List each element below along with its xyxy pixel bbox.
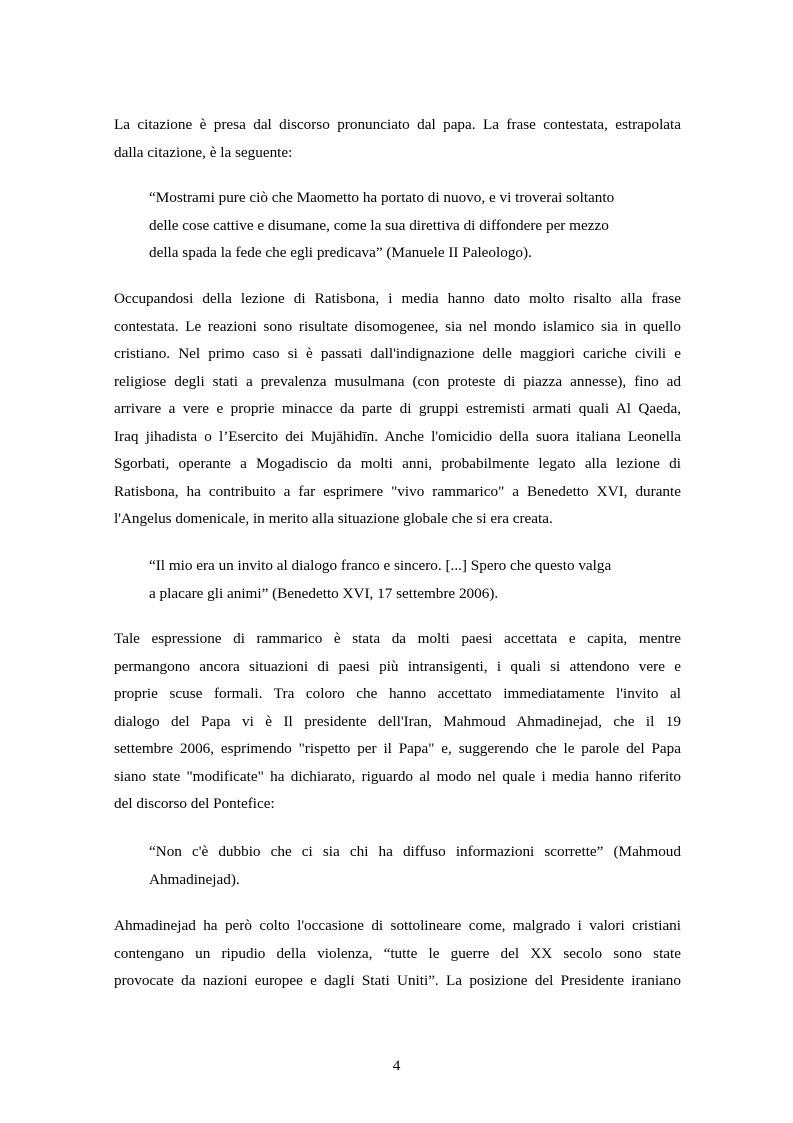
text-line: cristiano. Nel primo caso si è passati dall'indignazione delle maggiori cariche civili e	[114, 345, 681, 362]
text-line: Ratisbona, ha contribuito a far esprimere "vivo rammarico" a Benedetto XVI, durante	[114, 482, 681, 500]
text-line: Ahmadinejad).	[149, 870, 240, 888]
page-number: 4	[392, 1057, 401, 1074]
text-line: permangono ancora situazioni di paesi più intransigenti, i quali si attendono vere e	[114, 657, 681, 675]
block-quote	[149, 552, 681, 607]
text-line: Ahmadinejad ha però colto l'occasione di sottolineare come, malgrado i valori cristiani	[114, 917, 681, 934]
text-line: l'Angelus domenicale, in merito alla situazione globale che si era creata.	[114, 510, 553, 527]
text-line: religiose degli stati a prevalenza musulmana (con proteste di piazza annesse), fino ad	[114, 372, 681, 390]
text-line: Iraq jihadista o l’Esercito dei Mujāhidīn. Anche l'omicidio della suora italiana Leonella	[114, 427, 681, 445]
text-line: Occupandosi della lezione di Ratisbona, i media hanno dato molto risalto alla frase	[114, 290, 681, 307]
body-paragraph	[114, 111, 681, 166]
text-line: arrivare a vere e proprie minacce da parte di gruppi estremisti armati quali Al Qaeda,	[114, 400, 681, 417]
text-line: Sgorbati, operante a Mogadiscio da molti anni, probabilmente legato alla lezione di	[114, 455, 681, 472]
text-line: La citazione è presa dal discorso pronunciato dal papa. La frase contestata, estrapolata	[114, 116, 681, 133]
body-paragraph	[114, 625, 681, 818]
text-line: della spada la fede che egli predicava” (Manuele II Paleologo).	[149, 244, 532, 261]
block-quote	[149, 838, 681, 893]
text-line: dalla citazione, è la seguente:	[114, 143, 293, 161]
text-line: provocate da nazioni europee e dagli Stati Uniti”. La posizione del Presidente iraniano	[114, 972, 681, 989]
text-line: siano state "modificate" ha dichiarato, riguardo al modo nel quale i media hanno riferito	[114, 767, 681, 785]
text-line: Tale espressione di rammarico è stata da molti paesi accettata e capita, mentre	[114, 630, 681, 647]
text-line: contestata. Le reazioni sono risultate disomogenee, sia nel mondo islamico sia in quello	[114, 317, 681, 335]
text-line: dialogo del Papa vi è Il presidente dell'Iran, Mahmoud Ahmadinejad, che il 19	[114, 712, 681, 730]
block-quote	[149, 184, 681, 267]
body-paragraph	[114, 912, 681, 995]
text-line: delle cose cattive e disumane, come la sua direttiva di diffondere per mezzo	[149, 216, 609, 234]
body-paragraph	[114, 285, 681, 533]
text-line: proprie scuse formali. Tra coloro che hanno accettato immediatamente l'invito al	[114, 685, 681, 702]
text-line: a placare gli animi” (Benedetto XVI, 17 settembre 2006).	[149, 584, 499, 602]
text-line: del discorso del Pontefice:	[114, 795, 275, 812]
text-line: “Il mio era un invito al dialogo franco e sincero. [...] Spero che questo valga	[149, 557, 612, 574]
text-line: “Non c'è dubbio che ci sia chi ha diffuso informazioni scorrette” (Mahmoud	[149, 843, 681, 860]
text-line: “Mostrami pure ciò che Maometto ha portato di nuovo, e vi troverai soltanto	[149, 189, 615, 206]
text-line: settembre 2006, esprimendo "rispetto per il Papa" e, suggerendo che le parole del Papa	[114, 740, 681, 757]
text-line: contengano un ripudio della violenza, “tutte le guerre del XX secolo sono state	[114, 944, 681, 962]
